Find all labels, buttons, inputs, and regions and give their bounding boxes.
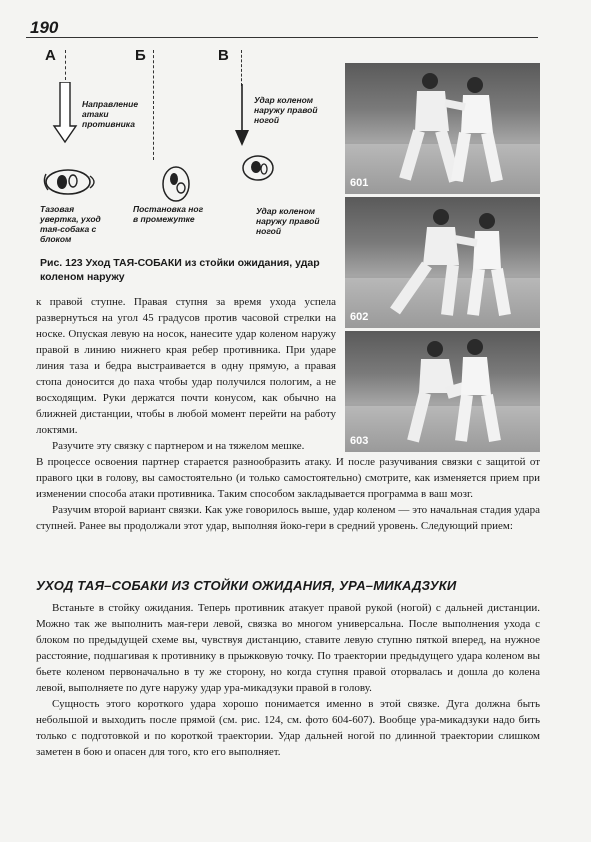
photo-number: 602 bbox=[350, 311, 369, 323]
column-a-letter: А bbox=[45, 47, 56, 64]
paragraph-5-text: Сущность этого короткого удара хорошо понимается именно в этой связке. Дуга должна быть небольшой и выходить после прямой (см. рис. 124, см. фото 604-607). Вообще ура-микадзуки надо бить только с подготовкой и по короткой траектории. Удар дальней ногой по длинной траектории слишком заметен в бою и опасен для того, кто его выполняет. bbox=[36, 698, 540, 758]
paragraph-1 bbox=[36, 294, 336, 454]
column-b-dashline bbox=[153, 50, 154, 160]
footwork-diagram-v-icon bbox=[240, 152, 276, 184]
fighters-figure-icon bbox=[385, 335, 525, 449]
footwork-diagram-a-icon bbox=[40, 164, 102, 200]
paragraph-4-text: Встаньте в стойку ожидания. Теперь противник атакует правой рукой (ногой) с дальней дистанции. Можно так же выполнить мая-гери левой, связка во многом универсальна. После выполнения ухода с блоком по предыдущей схеме вы, чувствуя дистанцию, ставите левую ступню пяткой вперед, на нужное расстояние, подшагивая к противнику в прыжковую точку. По траектории предыдущего удара коленом вы бьете коленом первоначально в ту же сторону, но когда ступня правой оторвалась и дошла до колена левой, выполняете по дуге наружу удар ура-микадзуки правой в голову. bbox=[36, 602, 540, 694]
photo-603 bbox=[345, 331, 540, 452]
photo-602 bbox=[345, 197, 540, 328]
paragraph-2 bbox=[36, 454, 540, 534]
column-v-dashline-top bbox=[241, 50, 242, 86]
page-number: 190 bbox=[30, 18, 59, 37]
section-heading: УХОД ТАЯ–СОБАКИ ИЗ СТОЙКИ ОЖИДАНИЯ, УРА–МИКАДЗУКИ bbox=[36, 578, 457, 593]
paragraph-3-text: Разучим второй вариант связки. Как уже говорилось выше, удар коленом — это начальная стадия удара ступней. Ранее вы продолжали этот удар, выполняя йоко-гери в средний уровень. Следующий прием: bbox=[36, 504, 540, 532]
column-b-letter: Б bbox=[135, 47, 146, 64]
column-b-note: Постановка ног в промежутке bbox=[133, 204, 204, 224]
column-a-dashline bbox=[65, 50, 66, 80]
footwork-diagram-b-icon bbox=[158, 160, 198, 205]
photo-601 bbox=[345, 63, 540, 194]
photo-number: 603 bbox=[350, 435, 369, 447]
column-v-arrow-label: Удар коленом наружу правой ногой bbox=[254, 95, 318, 125]
photo-number: 601 bbox=[350, 177, 369, 189]
column-v-letter: В bbox=[218, 47, 229, 64]
kick-direction-arrow-icon bbox=[232, 84, 252, 148]
column-a-note: Тазовая увертка, уход тая-собака с блоком bbox=[40, 204, 101, 244]
paragraph-4 bbox=[36, 600, 540, 760]
paragraph-1-text: к правой ступне. Правая ступня за время ухода успела развернуться на угол 45 градусов против часовой стрелки на носке. Опуская левую на носок, нанесите удар коленом наружу правой в линию нижнего края ребер противника. При ударе линия таза и бедра выстраивается в одну прямую, а правая стопа доносится до паха чтобы удар получился пологим, а не восходящим. Руки держатся почти конусом, как обычно на ближней дистанции, чтобы в любой момент перейти на работу локтями. bbox=[36, 296, 336, 436]
column-v-note: Удар коленом наружу правой ногой bbox=[256, 206, 320, 236]
column-a-arrow-label: Направление атаки противника bbox=[82, 99, 139, 129]
paragraph-2-text: В процессе освоения партнер старается разнообразить атаку. И после разучивания связки с защитой от правого цки в голову, вы самостоятельно (и только самостоятельно) смотрите, как изменяется прием при изменении способа атаки противника. Таким способом закладывается программа в ваш мозг. bbox=[36, 456, 540, 500]
attack-direction-arrow-icon bbox=[52, 82, 78, 144]
fighters-figure-icon bbox=[375, 203, 525, 325]
figure-123 bbox=[0, 0, 340, 290]
paragraph-2-start: Разучите эту связку с партнером и на тяжелом мешке. bbox=[52, 440, 305, 452]
figure-caption: Рис. 123 Уход ТАЯ-СОБАКИ из стойки ожидания, удар коленом наружу bbox=[40, 257, 320, 283]
fighters-figure-icon bbox=[375, 69, 525, 191]
